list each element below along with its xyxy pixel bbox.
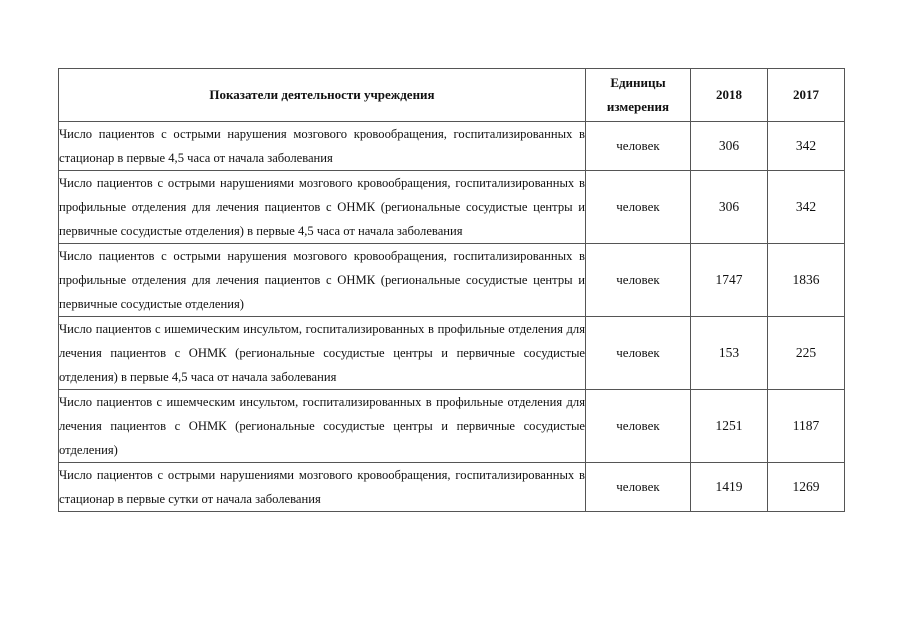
indicator-cell: Число пациентов с ишемческим инсультом, госпитализированных в профильные отделения для лечения пациентов с ОНМК (региональные сосудистые центры и первичные сосудистые отделения) bbox=[59, 390, 586, 463]
indicator-cell: Число пациентов с острыми нарушениями мозгового кровообращения, госпитализированных в профильные отделения для лечения пациентов с ОНМК (региональные сосудистые центры и первичные сосудистые отделения) в первые 4,5 часа от начала заболевания bbox=[59, 171, 586, 244]
unit-cell: человек bbox=[586, 317, 691, 390]
indicators-table bbox=[58, 68, 845, 512]
value-2017-cell: 342 bbox=[768, 122, 845, 171]
header-unit-line2: измерения bbox=[606, 99, 670, 114]
indicator-cell: Число пациентов с острыми нарушениями мозгового кровообращения, госпитализированных в стационар в первые сутки от начала заболевания bbox=[59, 463, 586, 512]
table-row bbox=[59, 244, 845, 317]
unit-cell: человек bbox=[586, 122, 691, 171]
header-unit bbox=[586, 69, 691, 122]
value-2018-cell: 306 bbox=[691, 171, 768, 244]
value-2018-cell: 1747 bbox=[691, 244, 768, 317]
value-2018-cell: 153 bbox=[691, 317, 768, 390]
header-unit-line1: Единицы bbox=[610, 75, 666, 90]
table-row bbox=[59, 171, 845, 244]
unit-cell: человек bbox=[586, 171, 691, 244]
value-2017-cell: 1269 bbox=[768, 463, 845, 512]
indicator-cell: Число пациентов с острыми нарушения мозгового кровообращения, госпитализированных в профильные отделения для лечения пациентов с ОНМК (региональные сосудистые центры и первичные сосудистые отделения) bbox=[59, 244, 586, 317]
value-2018-cell: 1251 bbox=[691, 390, 768, 463]
value-2018-cell: 1419 bbox=[691, 463, 768, 512]
table-row bbox=[59, 463, 845, 512]
value-2017-cell: 342 bbox=[768, 171, 845, 244]
header-year-2017: 2017 bbox=[768, 69, 845, 122]
table-header-row bbox=[59, 69, 845, 122]
indicator-cell: Число пациентов с ишемическим инсультом, госпитализированных в профильные отделения для лечения пациентов с ОНМК (региональные сосудистые центры и первичные сосудистые отделения) в первые 4,5 часа от начала заболевания bbox=[59, 317, 586, 390]
unit-cell: человек bbox=[586, 463, 691, 512]
value-2018-cell: 306 bbox=[691, 122, 768, 171]
table-row bbox=[59, 317, 845, 390]
value-2017-cell: 1836 bbox=[768, 244, 845, 317]
table-row bbox=[59, 390, 845, 463]
header-indicator: Показатели деятельности учреждения bbox=[59, 69, 586, 122]
value-2017-cell: 225 bbox=[768, 317, 845, 390]
unit-cell: человек bbox=[586, 244, 691, 317]
value-2017-cell: 1187 bbox=[768, 390, 845, 463]
table-row bbox=[59, 122, 845, 171]
unit-cell: человек bbox=[586, 390, 691, 463]
header-year-2018: 2018 bbox=[691, 69, 768, 122]
indicator-cell: Число пациентов с острыми нарушения мозгового кровообращения, госпитализированных в стационар в первые 4,5 часа от начала заболевания bbox=[59, 122, 586, 171]
